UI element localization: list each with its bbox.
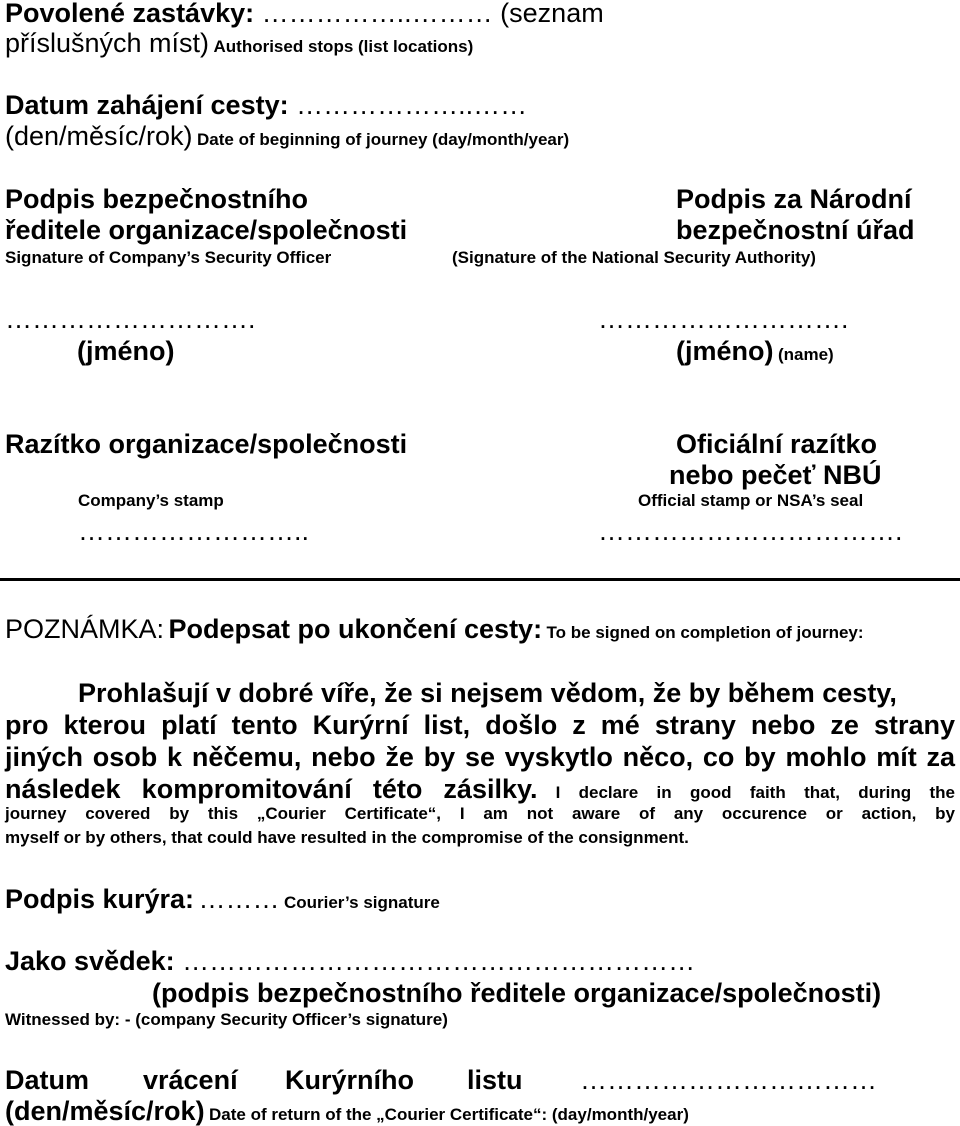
declaration-line3: jiných osob k něčemu, nebo že by se vyskytlo něco, co by mohlo mít za	[5, 742, 955, 772]
return-date-word-3: Kurýrního	[285, 1065, 415, 1095]
courier-signature-label: Podpis kurýra:	[5, 884, 195, 914]
permitted-stops-label-en: Authorised stops (list locations)	[213, 37, 474, 56]
officer-name-dots: ……………………….	[5, 304, 256, 334]
return-date-format: (den/měsíc/rok)	[5, 1096, 205, 1126]
nsa-name-label: (jméno)	[676, 336, 774, 366]
permitted-stops-label: Povolené zastávky:	[5, 0, 255, 28]
permitted-stops-suffix: (seznam	[500, 0, 604, 28]
return-date-word-4: listu	[467, 1065, 523, 1095]
officer-line2: ředitele organizace/společnosti	[5, 215, 408, 245]
start-date-format: (den/měsíc/rok)	[5, 121, 193, 151]
declaration-en-2: journey covered by this „Courier Certificate“, I am not aware of any occurence or action, by	[5, 804, 955, 823]
return-date-line2	[5, 1096, 689, 1126]
witness-label-en: Witnessed by: - (company Security Officer’s signature)	[5, 1010, 448, 1029]
courier-signature-line	[5, 884, 440, 914]
nsa-label-en: (Signature of the National Security Authority)	[452, 248, 816, 267]
permitted-stops-places: příslušných míst)	[5, 28, 210, 58]
company-stamp-label-en: Company’s stamp	[78, 491, 224, 510]
officer-name-label: (jméno)	[77, 336, 175, 366]
declaration-en-3: myself or by others, that could have resulted in the compromise of the consignment.	[5, 828, 689, 847]
start-date-label: Datum zahájení cesty:	[5, 90, 289, 120]
declaration-last-cz: následek kompromitování této zásilky.	[5, 774, 538, 804]
company-stamp-label: Razítko organizace/společnosti	[5, 429, 408, 459]
officer-label-en: Signature of Company’s Security Officer	[5, 248, 332, 267]
return-date-word-2: vrácení	[143, 1065, 238, 1095]
official-stamp-label-en: Official stamp or NSA’s seal	[638, 491, 864, 510]
start-date-line2	[5, 121, 569, 151]
start-date-line1	[5, 90, 527, 120]
officer-line1: Podpis bezpečnostního	[5, 184, 309, 214]
permitted-stops-line2	[5, 28, 473, 58]
section-divider	[0, 578, 960, 581]
nsa-line1: Podpis za Národní	[676, 184, 912, 214]
courier-signature-dots: ………	[198, 884, 280, 914]
return-date-dots: ……………………………	[580, 1065, 877, 1095]
start-date-label-en: Date of beginning of journey (day/month/year)	[197, 130, 570, 149]
start-date-dots: ………………..……	[296, 90, 528, 120]
nsa-name-dots: ……………………….	[598, 304, 849, 334]
witness-label: Jako svědek:	[5, 946, 175, 976]
permitted-stops-dots: ……………..………	[261, 0, 493, 28]
witness-detail: (podpis bezpečnostního ředitele organizace/společnosti)	[152, 978, 882, 1008]
official-stamp-dots: …………………………….	[598, 516, 903, 546]
nsa-name-line	[676, 336, 834, 366]
courier-signature-label-en: Courier’s signature	[283, 893, 440, 912]
declaration-en-1: I declare in good faith that, during the	[555, 783, 955, 802]
declaration-line1: Prohlašují v dobré víře, že si nejsem vědom, že by během cesty,	[78, 678, 897, 708]
note-line	[5, 614, 864, 644]
official-stamp-line2: nebo pečeť NBÚ	[669, 460, 882, 490]
permitted-stops-line1	[5, 0, 604, 28]
official-stamp-line1: Oficiální razítko	[676, 429, 878, 459]
nsa-line2: bezpečnostní úřad	[676, 215, 915, 245]
return-date-word-1: Datum	[5, 1065, 90, 1095]
witness-dots: …………………………………………………	[182, 946, 696, 976]
declaration-line2: pro kterou platí tento Kurýrní list, došlo z mé strany nebo ze strany	[5, 710, 955, 740]
note-label: POZNÁMKA:	[5, 614, 165, 644]
declaration-line4	[5, 774, 955, 804]
company-stamp-dots: ……………………..	[78, 516, 310, 546]
note-text-en: To be signed on completion of journey:	[546, 623, 864, 642]
witness-line	[5, 946, 695, 976]
note-text-cz: Podepsat po ukončení cesty:	[168, 614, 543, 644]
nsa-name-label-en: (name)	[777, 345, 834, 364]
return-date-label-en: Date of return of the „Courier Certificate“: (day/month/year)	[209, 1105, 689, 1124]
